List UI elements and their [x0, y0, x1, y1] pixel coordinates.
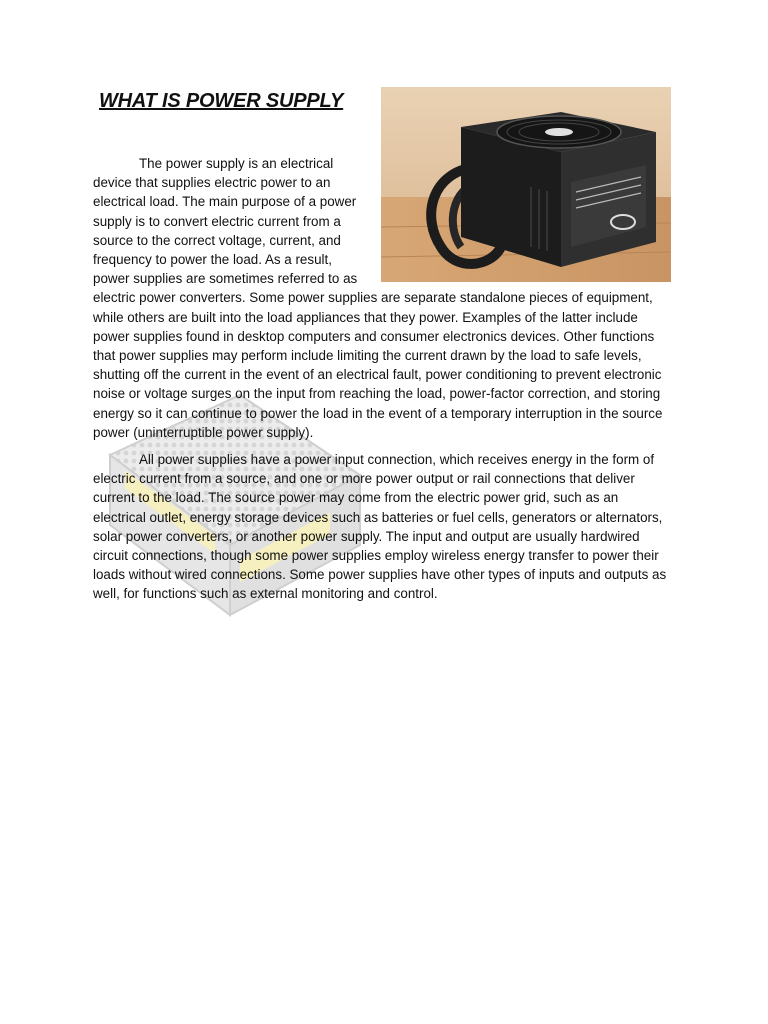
paragraph: All power supplies have a power input connection, which receives energy in the form of electric current from a source, and one or more power output or rail connections that deliver current to the load. The source power may come from the electric power grid, such as an electrical outlet, energy storage devices such as batteries or fuel cells, generators or alternators, solar power converters, or another power supply. The input and output are usually hardwired circuit connections, though some power supplies employ wireless energy transfer to power their loads without wired connections. Some power supplies have other types of inputs and outputs as well, for functions such as external monitoring and control.	[93, 452, 667, 602]
paragraph: The power supply is an electrical device that supplies electric power to an electrical load. The main purpose of a power supply is to convert electric current from a source to the correct voltage, current, and frequency to power the load. As a result, power supplies are sometimes referred to as electric power converters. Some power supplies are separate standalone pieces of equipment, while others are built into the load appliances that they power. Examples of the latter include power supplies found in desktop computers and consumer electronics devices. Other functions that power supplies may perform include limiting the current drawn by the load to safe levels, shutting off the current in the event of an electrical fault, power conditioning to prevent electronic noise or voltage surges on the input from reaching the load, power-factor correction, and storing energy so it can continue to power the load in the event of a temporary interruption in the source power (uninterruptible power supply).	[93, 156, 663, 440]
article-body	[93, 154, 673, 612]
page-title: WHAT IS POWER SUPPLY	[99, 90, 344, 112]
image-wrap-spacer	[365, 154, 673, 288]
